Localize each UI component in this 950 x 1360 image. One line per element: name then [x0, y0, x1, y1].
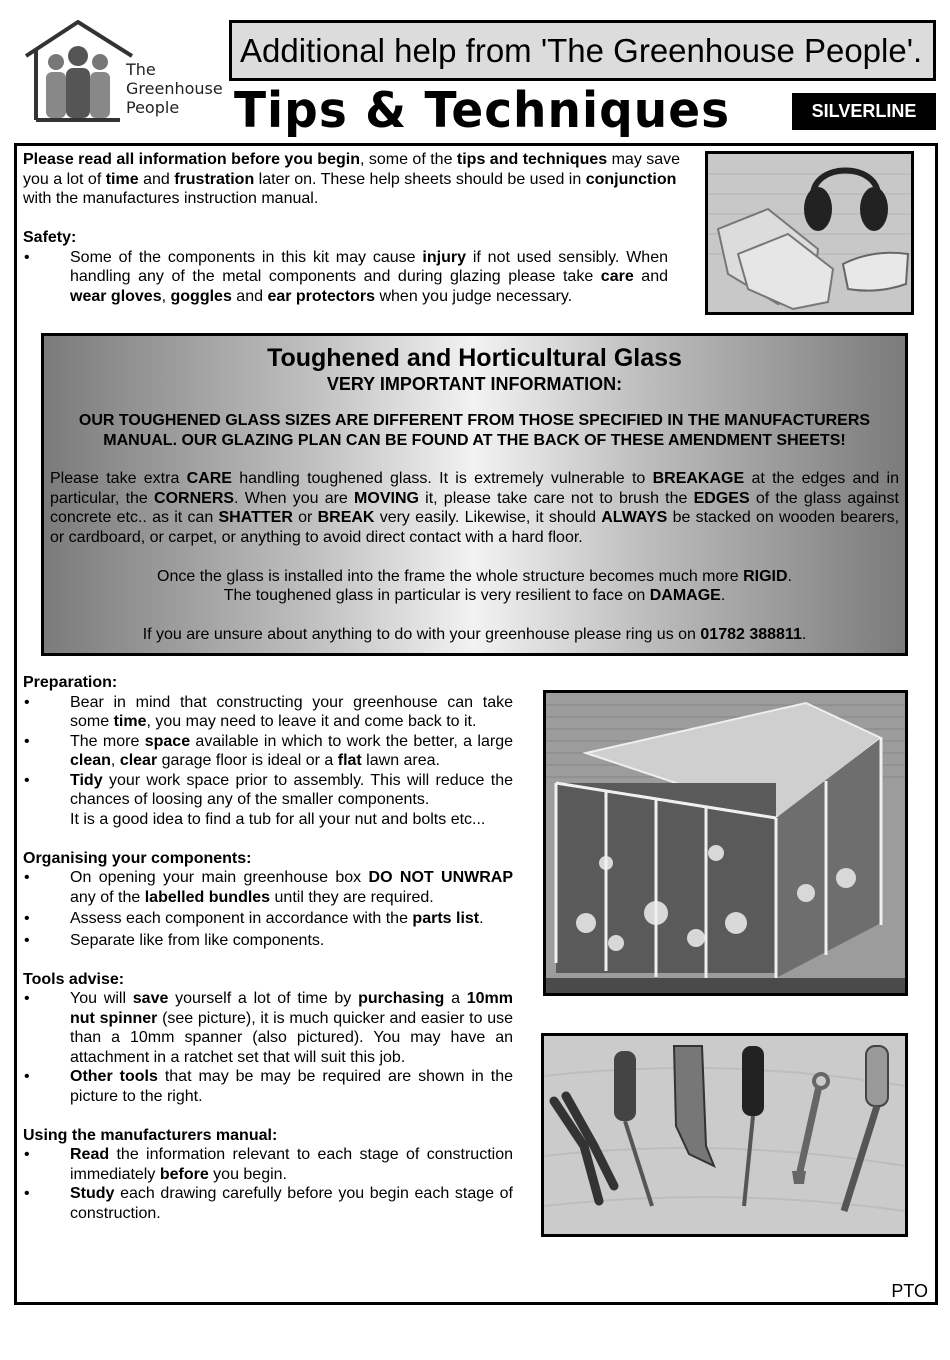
tools-photo — [541, 1033, 908, 1237]
safety-list — [23, 248, 668, 307]
list-item: • You will save yourself a lot of time by purchasing a 10mm nut spinner (see picture), it is much quicker and easier to use than a 10mm spanner (also pictured). You may have an attachment in a ratchet set that will suit this job. — [23, 989, 513, 1067]
tools-heading: Tools advise: — [23, 970, 125, 988]
preparation-heading: Preparation: — [23, 674, 118, 691]
list-item: • On opening your main greenhouse box DO NOT UNWRAP any of the labelled bundles until they are required. — [23, 868, 513, 907]
glass-title: Toughened and Horticultural Glass — [267, 344, 682, 372]
safety-heading: Safety: — [23, 229, 77, 246]
safety-equipment-photo — [705, 151, 914, 315]
manual-heading: Using the manufacturers manual: — [23, 1126, 278, 1144]
instructions-column — [23, 673, 513, 1223]
glass-info-box — [41, 333, 908, 656]
manual-list — [23, 1145, 513, 1223]
glass-rigid-line: Once the glass is installed into the frame the whole structure becomes much more RIGID. — [157, 567, 792, 585]
glass-phone-line: If you are unsure about anything to do with your greenhouse please ring us on 01782 388811. — [142, 626, 807, 643]
tips-title: Tips & Techniques — [234, 82, 731, 140]
list-item: • The more space available in which to work the better, a large clean, clear garage floor is ideal or a flat lawn area. — [23, 732, 513, 771]
page-title: Additional help from 'The Greenhouse People'. — [240, 32, 923, 69]
organising-heading: Organising your components: — [23, 849, 252, 867]
header-title-box — [229, 20, 936, 81]
list-item: • Read the information relevant to each stage of construction immediately before you begin. — [23, 1145, 513, 1184]
lean-to-greenhouse-icon — [546, 693, 905, 993]
list-item: • Some of the components in this kit may cause injury if not used sensibly. When handling any of the metal components and during glazing please take care and wear gloves, goggles and ear protectors when you judge necessary. — [23, 248, 668, 307]
greenhouse-photo — [543, 690, 908, 996]
list-item: • Tidy your work space prior to assembly. This will reduce the chances of loosing any of the smaller components. It is a good idea to find a tub for all your nut and bolts etc... — [23, 771, 513, 830]
gloves-goggles-earmuffs-icon — [708, 154, 911, 312]
list-item: • Bear in mind that constructing your greenhouse can take some time, you may need to leave it and come back to it. — [23, 693, 513, 732]
preparation-list — [23, 693, 513, 830]
tools-list — [23, 989, 513, 1106]
logo-line-2: Greenhouse — [126, 79, 223, 98]
company-logo — [22, 20, 227, 125]
logo-text — [126, 60, 223, 117]
list-item: • Assess each component in accordance with the parts list. — [23, 909, 513, 929]
intro-paragraph: Please read all information before you begin, some of the tips and techniques may save you a lot of time and frustration later on. These help sheets should be used in conjunction with the manufactures instruction manual. Safety: • Some of the components in this kit may cause injury if not used sensibly. When handling any of the metal components and during glazing please take care and wear gloves, goggles and ear protectors when you judge necessary. — [23, 150, 683, 306]
list-item: • Study each drawing carefully before you begin each stage of construction. — [23, 1184, 513, 1223]
hand-tools-icon — [544, 1036, 905, 1234]
house-people-icon — [22, 20, 142, 125]
organising-list — [23, 868, 513, 950]
brand-badge: SILVERLINE — [792, 93, 936, 130]
glass-handling-paragraph: Please take extra CARE handling toughened glass. It is extremely vulnerable to BREAKAGE at the edges and in particular, the CORNERS. When you are MOVING it, please take care not to brush the EDGES of the glass against concrete etc.. as it can SHATTER or BREAK very easily. Likewise, it should ALWAYS be stacked on wooden bearers, or cardboard, or carpet, or anything to avoid direct contact with a hard floor. — [50, 470, 900, 546]
logo-line-1: The — [126, 60, 156, 79]
list-item: • Other tools that may be may be required are shown in the picture to the right. — [23, 1067, 513, 1106]
phone-number: 01782 388811 — [700, 626, 802, 643]
pto-label: PTO — [891, 1281, 928, 1301]
logo-line-3: People — [126, 98, 180, 117]
list-item: • Separate like from like components. — [23, 931, 513, 951]
glass-warning: OUR TOUGHENED GLASS SIZES ARE DIFFERENT FROM THOSE SPECIFIED IN THE MANUFACTURERS MANUAL. OUR GLAZING PLAN CAN BE FOUND AT THE BACK OF THESE AMENDMENT SHEETS! — [78, 412, 871, 449]
glass-subtitle: VERY IMPORTANT INFORMATION: — [326, 374, 623, 394]
glass-damage-line: The toughened glass in particular is very resilient to face on DAMAGE. — [223, 587, 726, 604]
